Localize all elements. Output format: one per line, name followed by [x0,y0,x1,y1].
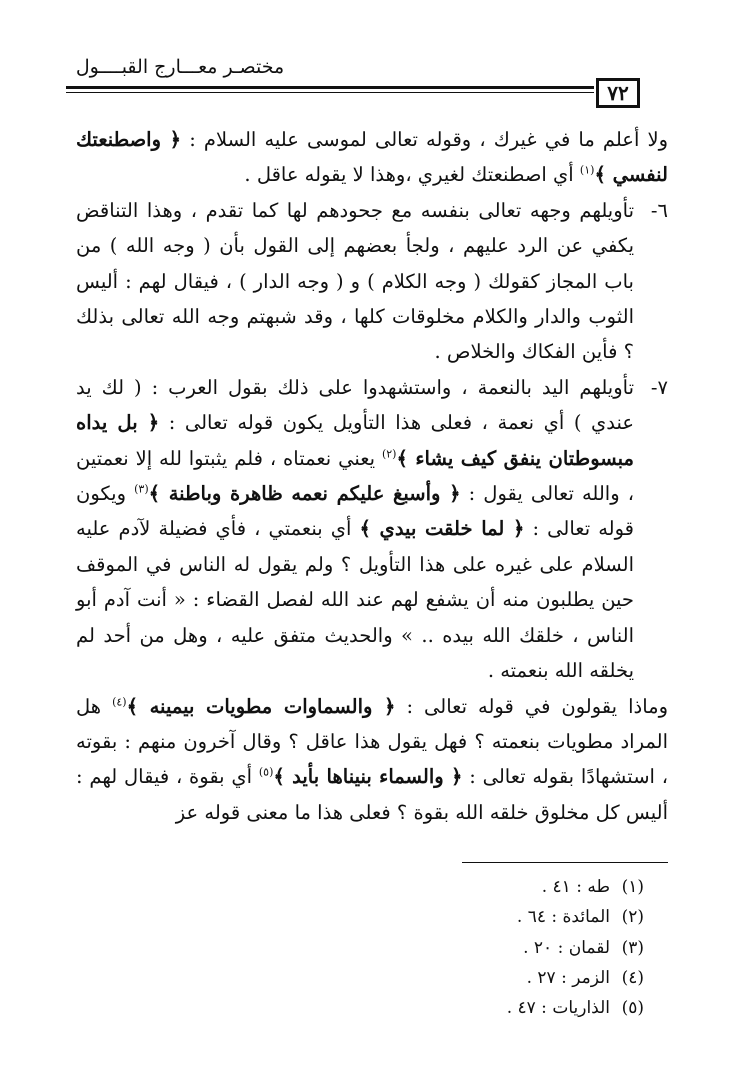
footnote-number: (٥) [621,998,644,1019]
footnote-5 [300,993,644,1023]
footnote-text: المائدة : ٦٤ . [516,907,610,928]
text-run: تأويلهم اليد بالنعمة ، واستشهدوا على ذلك بقول العرب : ( لك يد عندي ) أي نعمة ، فعلى هذا التأويل يكون قوله تعالى : [76,375,635,435]
footnote-ref: (٣) [134,482,149,496]
running-header-title: مختصـر معـــارج القبــــول [75,56,285,78]
text-run: يعني نعمتاه ، فلم يثبتوا لله إلا نعمتين ، والله تعالى يقول : [76,446,635,506]
quran-quote: ﴿ والسماوات مطويات بيمينه ﴾ [126,694,396,718]
header-rule-thin [66,92,594,93]
text-run: أي بنعمتي ، فأي فضيلة لآدم عليه السلام على غيره على هذا التأويل ؟ ولم يقول له الناس في الموقف حين يطلبون منه أن يشفع لهم عند الله لفصل القضاء : « أنت آدم أبو الناس ، خلقك الله بيده .. » والحديث متفق عليه ، وهل من أحد لم يخلقه الله بنعمته . [76,517,634,683]
footnote-text: الذاريات : ٤٧ . [506,998,610,1019]
list-item-7 [76,370,668,689]
footnote-separator [462,862,668,863]
footnote-text: طه : ٤١ . [541,877,610,897]
paragraph-yamin [76,689,668,831]
text-run: وماذا يقولون في قوله تعالى : [395,694,669,718]
text-run: ولا أعلم ما في غيرك ، وقوله تعالى لموسى عليه السلام : [181,128,668,151]
footnote-2 [300,902,644,932]
quran-quote: ﴿ وأسبغ عليكم نعمه ظاهرة وباطنة ﴾ [148,482,461,506]
footnote-number: (١) [621,877,644,897]
list-item-6 [76,193,668,370]
footnote-text: لقمان : ٢٠ . [523,937,610,958]
quran-quote: ﴿ والسماء بنيناها بأيد ﴾ [273,765,463,789]
footnote-ref: (١) [579,163,595,177]
footnote-number: (٢) [621,907,644,928]
footnote-text: الزمر : ٢٧ . [526,967,610,988]
item-number: ٧- [650,375,668,399]
header-rule-thick [66,86,594,89]
item-number: ٦- [650,198,668,222]
footnote-1 [300,872,644,902]
text-run: تأويلهم وجهه تعالى بنفسه مع جحودهم لها كما تقدم ، وهذا التناقض يكفي عن الرد عليهم ، ولجأ بعضهم إلى القول بأن ( وجه الله ) من باب المجاز كقولك ( وجه الكلام ) و ( وجه الدار ) ، فيقال لهم : أليس الثوب والدار والكلام مخلوقات كلها ، وقد شبهتم وجه الله تعالى بذلك ؟ فأين الفكاك والخلاص . [76,198,634,364]
quran-quote: ﴿ بل يداه مبسوطتان ينفق كيف يشاء ﴾ [76,411,634,470]
paragraph-continuation [76,122,668,193]
footnote-3 [300,933,644,963]
footnote-ref: (٤) [112,695,127,708]
footnote-ref: (٢) [381,447,397,461]
footnote-number: (٤) [621,967,644,988]
page-number: ٧٢ [596,78,640,108]
footnote-4 [300,963,644,993]
main-text [76,122,668,830]
footnote-number: (٣) [621,937,644,958]
text-run: أي اصطنعتك لغيري ،وهذا لا يقوله عاقل . [244,163,580,187]
text-run: أي بقوة ، فيقال لهم : أليس كل مخلوق خلقه الله بقوة ؟ فعلى هذا ما معنى قوله عز [76,765,668,824]
footnote-ref: (٥) [258,765,274,779]
text-run: هل المراد مطويات بنعمته ؟ فهل يقول هذا عاقل ؟ وقال آخرون منهم : بقوته ، استشهادًا بقوله تعالى : [76,694,669,789]
quran-quote: ﴿ لما خلقت بيدي ﴾ [359,517,525,541]
quran-quote: ﴿ واصطنعتك لنفسي ﴾ [76,128,668,187]
text-run: ويكون قوله تعالى : [76,482,634,541]
footnotes [300,872,644,1023]
